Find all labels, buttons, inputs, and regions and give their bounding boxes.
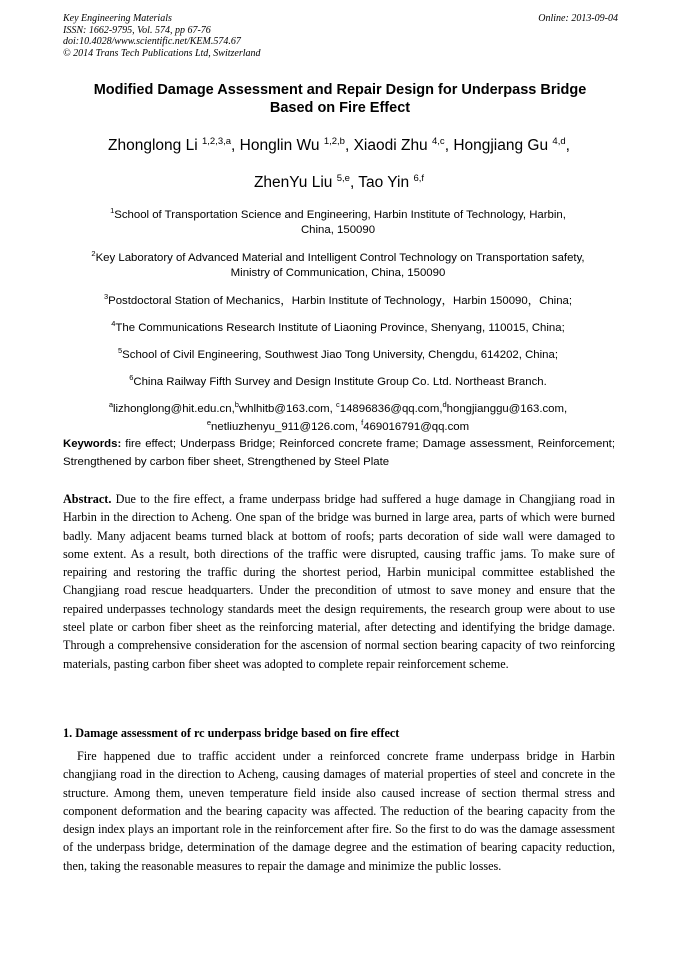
author-sup: 4,c xyxy=(432,136,445,147)
keywords-text: fire effect; Underpass Bridge; Reinforced concrete frame; Damage assessment, Reinforcement; Strengthened by carbon fiber sheet, Strengthened by Steel Plate xyxy=(63,438,615,468)
abstract-label: Abstract. xyxy=(63,492,112,506)
author-sup: 4,d xyxy=(552,136,566,147)
keywords-label: Keywords: xyxy=(63,438,122,450)
copyright-line: © 2014 Trans Tech Publications Ltd, Switzerland xyxy=(63,47,261,59)
author-name: Xiaodi Zhu xyxy=(353,137,428,155)
email-address: lizhonglong@hit.edu.cn, xyxy=(113,402,235,415)
author-sup: 5,e xyxy=(336,173,350,184)
affiliation-3: $^3$Postdoctoral Station of Mechanics，Harbin Institute of Technology，Harbin 150090，China; xyxy=(103,291,573,307)
email-address: 14896836@qq.com, xyxy=(339,402,443,415)
journal-header xyxy=(63,13,618,59)
affiliation-2: $^2$Key Laboratory of Advanced Material and Intelligent Control Technology on Transportation safety, Ministry of Communication, China, 150090 xyxy=(91,248,585,280)
author-sup: 6,f xyxy=(413,173,425,184)
author-sup: 1,2,b xyxy=(323,136,345,147)
email-address: 469016791@qq.com xyxy=(363,420,470,433)
author-name: Honglin Wu xyxy=(239,137,320,155)
author-sup: 1,2,3,a xyxy=(201,136,232,147)
doi-line: doi:10.4028/www.scientific.net/KEM.574.67 xyxy=(63,36,241,47)
affiliation-5: $^5$School of Civil Engineering, Southwest Jiao Tong University, Chengdu, 614202, China; xyxy=(117,346,559,361)
section-heading: 1. Damage assessment of rc underpass bridge based on fire effect xyxy=(63,726,400,740)
author-name: Zhonglong Li xyxy=(108,137,198,155)
paper-title xyxy=(40,81,640,117)
affiliation-4: $^4$The Communications Research Institute of Liaoning Province, Shenyang, 110015, China; xyxy=(111,318,565,334)
author-line-1: Zhonglong Li $^{1,2,3,a}$, Honglin Wu $^{1,2,b}$, Xiaodi Zhu $^{4,c}$, Hongjiang Gu $^{4,d}$, xyxy=(108,136,570,155)
email-address: hongjianggu@163.com, xyxy=(446,402,568,415)
online-date: Online: 2013-09-04 xyxy=(538,13,618,24)
affiliations xyxy=(58,203,618,433)
author-emails: $^a$lizhonglong@hit.edu.cn,$^b$whlhitb@163.com, $^c$14896836@qq.com,$^d$hongjianggu@163.com, $^e$netliuzhenyu_911@126.com, $^f$469016791@qq.com xyxy=(108,399,568,433)
keywords xyxy=(63,436,615,471)
section-paragraph: Fire happened due to traffic accident under a reinforced concrete frame underpass bridge in Harbin changjiang road in the direction to Acheng, causing damages of material properties of steel and concrete in the structure. Among them, uneven temperature field inside also caused increase of section thermal stress and component deformation and the bearing capacity was affected. The reduction of the bearing capacity from the design index plays an important role in the reinforcement after fire. So the first to do was the damage assessment of the underpass bridge, determination of the damage degree and the estimation of bearing capacity reduction, then, taking the reasonable measures to repair the damage and minimize the public losses. xyxy=(63,749,615,873)
title-line-2: Based on Fire Effect xyxy=(269,100,411,116)
affiliation-6: $^6$China Railway Fifth Survey and Design Institute Group Co. Ltd. Northeast Branch. xyxy=(129,373,547,389)
author-name: Hongjiang Gu xyxy=(453,137,549,155)
issn-line: ISSN: 1662-9795, Vol. 574, pp 67-76 xyxy=(63,24,211,36)
author-line-2: ZhenYu Liu $^{5,e}$, Tao Yin $^{6,f}$ xyxy=(253,173,425,192)
author-name: Tao Yin xyxy=(358,174,410,192)
journal-name: Key Engineering Materials xyxy=(63,13,172,24)
abstract xyxy=(63,490,615,673)
title-line-1: Modified Damage Assessment and Repair Design for Underpass Bridge xyxy=(93,82,587,98)
email-address: netliuzhenyu_911@126.com, xyxy=(211,420,362,433)
author-name: ZhenYu Liu xyxy=(253,174,333,192)
email-address: whlhitb@163.com, xyxy=(238,402,336,415)
affiliation-1: $^1$School of Transportation Science and Engineering, Harbin Institute of Technology, Harbin, China, 150090 xyxy=(110,206,566,237)
abstract-text: Due to the fire effect, a frame underpass bridge had suffered a huge damage in Changjiang road in Harbin in the direction to Acheng. One span of the bridge was burned in large area, parts of which were burned badly. Many adjacent beams turned black at bottom of roofs; parts decoration of side wall were damaged to some extent. As a result, both directions of the traffic were disrupted, causing traffic jams. To make sure of repairing and restoring the traffic during the shortest period, Harbin municipal committee established the Changjiang road rescue headquarters. Under the precondition of utmost to save money and ensure that the repaired underpasses technology standards meet the design requirements, the research group were about to use steel plate or carbon fiber sheet as the reinforcing material, after detecting and identifying the bridge damage. Through a comprehensive consideration for the ascension of normal section bearing capacity of two reinforcing materials, pasting carbon fiber sheet was adopted to complete repair reinforcement scheme. xyxy=(63,492,615,671)
